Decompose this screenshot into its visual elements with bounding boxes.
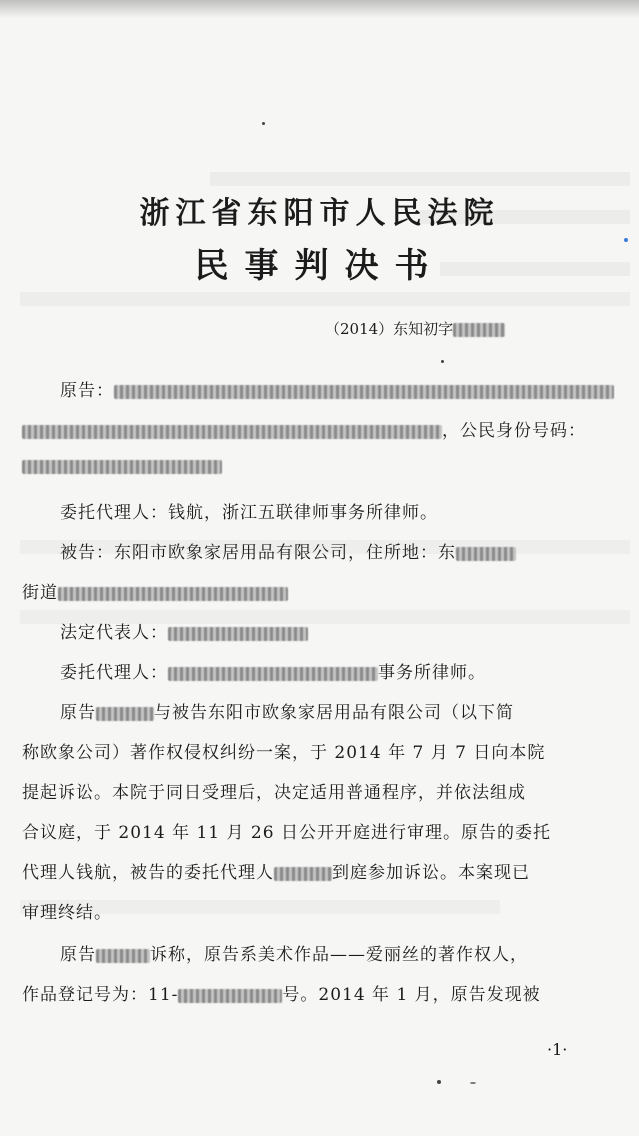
scan-speck — [262, 122, 265, 125]
bleed-through-texture — [20, 292, 630, 306]
paragraph-2-line-2: 作品登记号为：11- 号。2014 年 1 月，原告发现被 — [22, 985, 541, 1005]
paragraph-1-line-4: 合议庭，于 2014 年 11 月 26 日公开开庭进行审理。原告的委托 — [22, 823, 551, 843]
redaction — [96, 707, 154, 721]
defendant-line-2: 街道 — [22, 578, 288, 603]
scan-speck — [470, 1082, 476, 1084]
redaction — [58, 587, 288, 601]
scan-speck — [624, 238, 628, 242]
scan-speck — [441, 360, 444, 363]
plaintiff-line-1: 原告： — [60, 376, 614, 401]
agent-line-2: 委托代理人： 事务所律师。 — [60, 663, 486, 683]
redaction — [96, 949, 150, 963]
scan-edge-shadow — [0, 0, 639, 18]
redaction — [22, 425, 442, 439]
bleed-through-texture — [210, 172, 630, 186]
paragraph-2-line-1: 原告 诉称，原告系美术作品——爱丽丝的著作权人， — [60, 945, 528, 965]
redaction — [456, 547, 516, 561]
redaction — [168, 667, 378, 681]
plaintiff-line-2: ，公民身份号码： — [22, 416, 586, 441]
redaction — [22, 460, 222, 474]
plaintiff-line-3 — [22, 456, 222, 476]
redaction — [453, 323, 505, 337]
paragraph-1-line-5: 代理人钱航，被告的委托代理人 到庭参加诉讼。本案现已 — [22, 863, 530, 883]
document-title: 民事判决书 — [194, 246, 445, 286]
paragraph-1-line-3: 提起诉讼。本院于同日受理后，决定适用普通程序，并依法组成 — [22, 783, 526, 803]
redaction — [178, 989, 282, 1003]
case-number: （2014）东知初字 — [325, 318, 505, 339]
redaction — [114, 385, 614, 399]
redaction — [274, 867, 332, 881]
legal-representative-line: 法定代表人： — [60, 618, 308, 643]
paragraph-1-line-1: 原告 与被告东阳市欧象家居用品有限公司（以下简 — [60, 703, 514, 723]
agent-line-1: 委托代理人：钱航，浙江五联律师事务所律师。 — [60, 503, 438, 523]
scan-speck — [437, 1080, 441, 1084]
page-number: ·1· — [547, 1040, 568, 1059]
defendant-line-1: 被告：东阳市欧象家居用品有限公司，住所地：东 — [60, 538, 516, 563]
court-title: 浙江省东阳市人民法院 — [139, 196, 500, 231]
paragraph-1-line-2: 称欧象公司）著作权侵权纠纷一案，于 2014 年 7 月 7 日向本院 — [22, 743, 546, 763]
redaction — [168, 627, 308, 641]
paragraph-1-line-6: 审理终结。 — [22, 903, 112, 923]
